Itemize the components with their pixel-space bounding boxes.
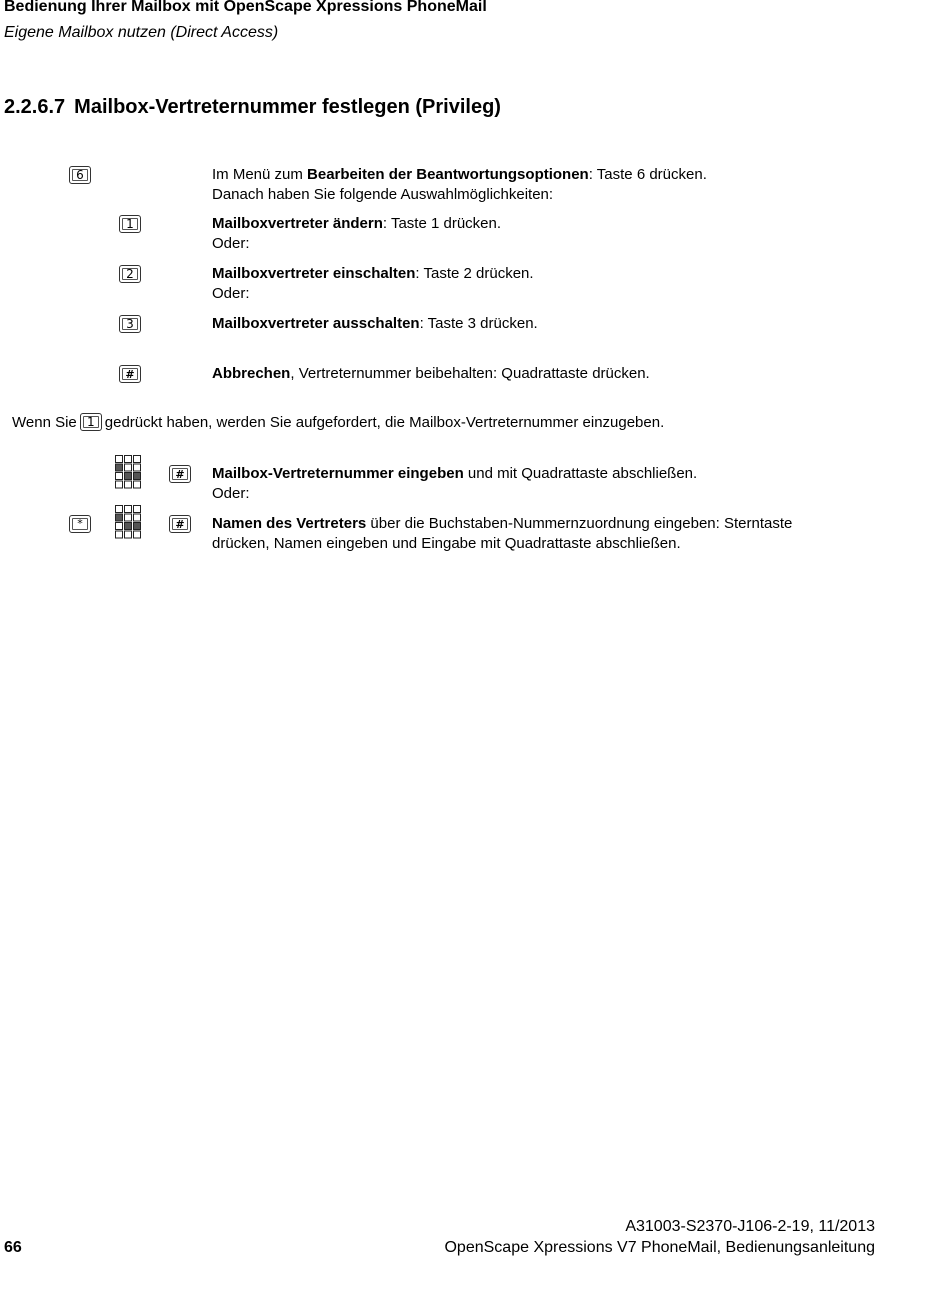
keypad-icon xyxy=(115,455,141,489)
entry-name-line2: drücken, Namen eingeben und Eingabe mit Quadrattaste abschließen. xyxy=(212,535,681,552)
entry-name-post: über die Buchstaben-Nummernzuordnung eingeben: Sterntaste xyxy=(366,515,793,532)
step-2-post: : Taste 2 drücken. xyxy=(415,265,534,282)
inline-key-1-icon: 1 xyxy=(80,413,102,431)
step-6-line2: Danach haben Sie folgende Auswahlmöglichkeiten: xyxy=(212,186,554,203)
step-1-post: : Taste 1 drücken. xyxy=(382,215,502,232)
entry-name-bold: Namen des Vertreters xyxy=(212,515,367,532)
entry-name xyxy=(212,514,792,554)
running-header-subtitle: Eigene Mailbox nutzen (Direct Access) xyxy=(4,24,279,41)
star-key-icon: * xyxy=(69,515,91,533)
step-1-bold: Mailboxvertreter ändern xyxy=(212,215,383,232)
key-6-icon: 6 xyxy=(69,166,91,184)
section-title: Mailbox-Vertreternummer festlegen (Privileg) xyxy=(74,96,501,118)
paragraph-after: gedrückt haben, werden Sie aufgefordert, die Mailbox-Vertreternummer einzugeben. xyxy=(104,414,665,431)
step-3-post: : Taste 3 drücken. xyxy=(419,315,538,332)
footer-doc-code: A31003-S2370-J106-2-19, 11/2013 xyxy=(625,1218,875,1235)
entry-number xyxy=(212,464,697,504)
step-3-bold: Mailboxvertreter ausschalten xyxy=(212,315,420,332)
step-hash-post: , Vertreternummer beibehalten: Quadrattaste drücken. xyxy=(290,365,650,382)
key-3-icon: 3 xyxy=(119,315,141,333)
step-key-2 xyxy=(212,264,534,304)
step-hash xyxy=(212,364,650,384)
keypad-icon xyxy=(115,505,141,539)
running-header-title: Bedienung Ihrer Mailbox mit OpenScape Xpressions PhoneMail xyxy=(4,0,487,15)
entry-number-line2: Oder: xyxy=(212,485,250,502)
page-number: 66 xyxy=(4,1239,22,1256)
entry-number-post: und mit Quadrattaste abschließen. xyxy=(463,465,698,482)
step-6-bold: Bearbeiten der Beantwortungsoptionen xyxy=(307,166,589,183)
step-key-3 xyxy=(212,314,538,334)
step-6-pre: Im Menü zum xyxy=(212,166,308,183)
entry-number-bold: Mailbox-Vertreternummer eingeben xyxy=(212,465,464,482)
step-2-line2: Oder: xyxy=(212,285,250,302)
paragraph-before: Wenn Sie xyxy=(12,414,77,431)
hash-key-icon: # xyxy=(119,365,141,383)
key-2-icon: 2 xyxy=(119,265,141,283)
hash-key-icon: # xyxy=(169,465,191,483)
step-2-bold: Mailboxvertreter einschalten xyxy=(212,265,416,282)
step-1-line2: Oder: xyxy=(212,235,250,252)
section-heading xyxy=(4,96,501,119)
step-6-post: : Taste 6 drücken. xyxy=(588,166,707,183)
key-1-icon: 1 xyxy=(119,215,141,233)
step-hash-bold: Abbrechen xyxy=(212,365,291,382)
step-key-1 xyxy=(212,214,501,254)
hash-key-icon: # xyxy=(169,515,191,533)
section-number: 2.2.6.7 xyxy=(4,96,66,118)
step-key-6 xyxy=(212,165,707,205)
footer-doc-title: OpenScape Xpressions V7 PhoneMail, Bedienungsanleitung xyxy=(444,1239,875,1256)
instruction-paragraph xyxy=(12,413,664,433)
